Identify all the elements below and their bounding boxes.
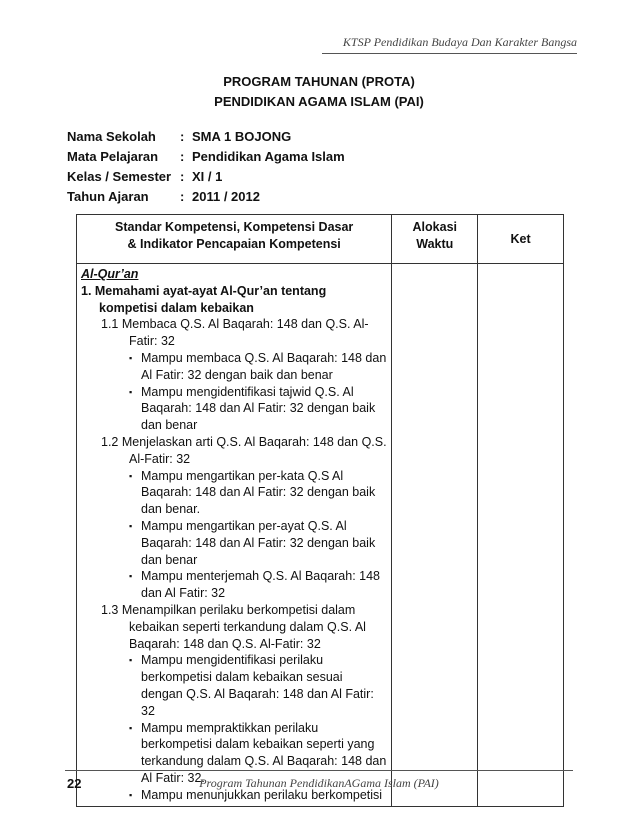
title-line-2: PENDIDIKAN AGAMA ISLAM (PAI) — [214, 94, 424, 109]
competency-cell — [77, 264, 392, 807]
meta-row-school — [67, 127, 345, 147]
basic-competency-2: 1.2 Menjelaskan arti Q.S. Al Baqarah: 148 dan Q.S. Al-Fatir: 32 — [101, 434, 387, 466]
meta-row-subject — [67, 147, 345, 167]
meta-label: Mata Pelajaran — [67, 149, 159, 164]
notes-cell — [478, 264, 564, 807]
indicator-text: Mampu mengartikan per-ayat Q.S. Al Baqarah: 148 dan Al Fatir: 32 dengan baik dan benar — [141, 518, 376, 567]
meta-value: Pendidikan Agama Islam — [192, 149, 345, 164]
bullet-icon: ▪ — [129, 655, 133, 666]
header-competency-line-2: & Indikator Pencapaian Kompetensi — [127, 237, 341, 251]
prota-table — [76, 214, 564, 807]
meta-separator: : — [180, 189, 185, 204]
indicator-text: Mampu menterjemah Q.S. Al Baqarah: 148 dan Al Fatir: 32 — [141, 569, 381, 601]
time-allocation-cell — [392, 264, 478, 807]
bullet-icon: ▪ — [129, 789, 133, 800]
bullet-icon: ▪ — [129, 520, 133, 531]
header-time-line-2: Waktu — [416, 237, 454, 251]
header-time-allocation — [392, 215, 478, 264]
indicator-text: Mampu mengidentifikasi perilaku berkompetisi dalam kebaikan sesuai dengan Q.S. Al Baqarah: 148 dan Al Fatir: 32 — [141, 653, 374, 718]
footer-title: Program Tahunan PendidikanAGama Islam (PAI) — [199, 776, 439, 790]
footer-rule — [65, 770, 573, 771]
section-title: Al-Qur’an — [81, 267, 139, 281]
indicator-item — [81, 652, 387, 719]
meta-separator: : — [180, 149, 185, 164]
meta-separator: : — [180, 169, 185, 184]
standard-competency: 1. Memahami ayat-ayat Al-Qur’an tentang kompetisi dalam kebaikan — [81, 283, 327, 315]
bullet-icon: ▪ — [129, 722, 133, 733]
meta-label: Tahun Ajaran — [67, 189, 149, 204]
meta-row-year — [67, 187, 345, 207]
page-number: 22 — [67, 776, 82, 791]
header-notes: Ket — [478, 215, 564, 264]
indicator-text: Mampu menunjukkan perilaku berkompetisi — [141, 787, 383, 802]
meta-info — [67, 127, 345, 207]
indicator-item — [81, 468, 387, 518]
indicator-text: Mampu mengartikan per-kata Q.S Al Baqarah: 148 dan Al Fatir: 32 dengan baik dan benar. — [141, 468, 376, 517]
basic-competency-3: 1.3 Menampilkan perilaku berkompetisi dalam kebaikan seperti terkandung dalam Q.S. Al Baqarah: 148 dan Q.S. Al-Fatir: 32 — [101, 602, 366, 651]
indicator-text: Mampu mengidentifikasi tajwid Q.S. Al Baqarah: 148 dan Al Fatir: 32 dengan baik dan benar — [141, 384, 376, 433]
meta-label: Kelas / Semester — [67, 169, 172, 184]
bullet-icon: ▪ — [129, 470, 133, 481]
header-time-line-1: Alokasi — [412, 220, 457, 234]
indicator-text: Mampu mempraktikkan perilaku berkompetisi dalam kebaikan seperti yang terkandung dalam Q.S. Al Baqarah: 148 dan Al Fatir: 32. — [141, 720, 387, 785]
header-competency — [77, 215, 392, 264]
indicator-item — [81, 350, 387, 384]
indicator-item — [81, 568, 387, 602]
meta-row-class — [67, 167, 345, 187]
indicator-text: Mampu membaca Q.S. Al Baqarah: 148 dan Al Fatir: 32 dengan baik dan benar — [141, 350, 387, 382]
meta-value: SMA 1 BOJONG — [192, 129, 292, 144]
document-title — [0, 72, 638, 112]
table-header-row — [77, 215, 564, 264]
bullet-icon: ▪ — [129, 571, 133, 582]
bullet-icon: ▪ — [129, 352, 133, 363]
bullet-icon: ▪ — [129, 386, 133, 397]
running-header: KTSP Pendidikan Budaya Dan Karakter Bangsa — [322, 35, 577, 50]
meta-value: 2011 / 2012 — [192, 189, 260, 204]
table-row — [77, 264, 564, 807]
indicator-item — [81, 518, 387, 568]
meta-separator: : — [180, 129, 185, 144]
header-competency-line-1: Standar Kompetensi, Kompetensi Dasar — [115, 220, 354, 234]
meta-label: Nama Sekolah — [67, 129, 156, 144]
basic-competency-1: 1.1 Membaca Q.S. Al Baqarah: 148 dan Q.S. Al-Fatir: 32 — [101, 317, 369, 349]
meta-value: XI / 1 — [192, 169, 223, 184]
title-line-1: PROGRAM TAHUNAN (PROTA) — [223, 74, 415, 89]
indicator-item — [81, 384, 387, 434]
